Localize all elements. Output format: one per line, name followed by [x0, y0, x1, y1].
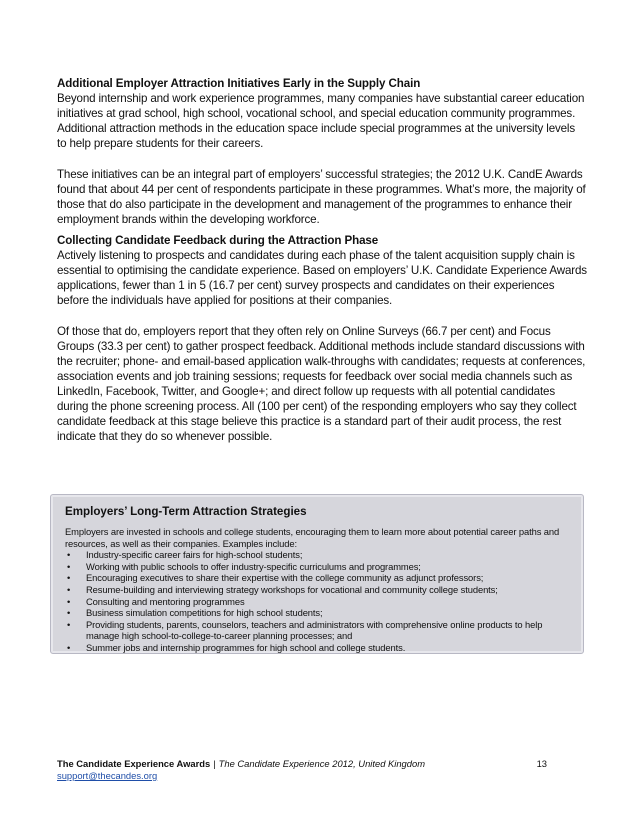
list-item-text: Business simulation competitions for high school students;: [86, 607, 323, 619]
bullet-icon: •: [67, 618, 71, 630]
bullet-icon: •: [67, 560, 71, 572]
bullet-icon: •: [67, 641, 71, 653]
section-heading-attraction-initiatives: Additional Employer Attraction Initiatives Early in the Supply Chain: [57, 77, 421, 90]
list-item-text: Working with public schools to offer industry-specific curriculums and programmes;: [86, 560, 421, 572]
paragraph: Beyond internship and work experience programmes, many companies have substantial career education initiatives at grad school, high school, vocational school, and special education community programmes. Additional attraction methods in the education space include special programmes at the university levels to help prepare students for their careers.: [57, 92, 585, 150]
list-item-text: Encouraging executives to share their expertise with the college community as adjunct professors;: [86, 572, 484, 584]
page-footer: [57, 758, 587, 782]
bullet-icon: •: [67, 583, 71, 595]
bullet-icon: •: [67, 607, 71, 619]
list-item-text: Consulting and mentoring programmes: [86, 595, 245, 607]
list-item: [65, 642, 573, 654]
bullet-icon: •: [67, 572, 71, 584]
footer-line: [57, 758, 587, 770]
list-item: [65, 607, 573, 619]
list-item: [65, 619, 573, 642]
callout-intro: Employers are invested in schools and college students, encouraging them to learn more about potential career paths and resources, as well as their companies. Examples include:: [65, 526, 560, 549]
bullet-icon: •: [67, 549, 71, 561]
list-item: [65, 549, 573, 561]
bullet-icon: •: [67, 595, 71, 607]
callout-content: [65, 504, 573, 654]
callout-list: [65, 549, 573, 653]
footer-email-link[interactable]: support@thecandes.org: [57, 770, 158, 781]
callout-box: [50, 494, 584, 654]
list-item: [65, 572, 573, 584]
list-item-text: Resume-building and interviewing strategy workshops for vocational and community college students;: [86, 583, 498, 595]
section-heading-candidate-feedback: Collecting Candidate Feedback during the Attraction Phase: [57, 234, 379, 247]
main-content: [57, 76, 587, 444]
list-item-text: Providing students, parents, counselors, teachers and administrators with comprehensive online products to help manage high school-to-college-to-career planning processes; and: [86, 618, 543, 642]
paragraph: Of those that do, employers report that they often rely on Online Surveys (66.7 per cent) and Focus Groups (33.3 per cent) to gather prospect feedback. Additional methods include standard discussions with the recruiter; phone- and email-based application walk-throughs with candidates; requests at conferences, association events and job training sessions; requests for feedback over social media channels such as LinkedIn, Facebook, Twitter, and Google+; and direct follow up requests with all potential candidates during the phone screening process. All (100 per cent) of the responding employers who say they collect candidate feedback at this stage believe this practice is a standard part of their audit process, the rest indicate that they do so whenever possible.: [57, 325, 586, 443]
callout-title: Employers’ Long-Term Attraction Strategies: [65, 505, 307, 518]
list-item-text: Summer jobs and internship programmes for high school and college students.: [86, 641, 406, 653]
list-item: [65, 596, 573, 608]
page-number: 13: [536, 758, 547, 769]
list-item: [65, 561, 573, 573]
footer-organization: The Candidate Experience Awards: [57, 758, 211, 769]
list-item-text: Industry-specific career fairs for high-school students;: [86, 549, 303, 561]
footer-report-title: The Candidate Experience 2012, United Kingdom: [218, 758, 426, 769]
footer-separator: |: [213, 758, 216, 769]
paragraph: These initiatives can be an integral part of employers’ successful strategies; the 2012 U.K. CandE Awards found that about 44 per cent of respondents participate in these programmes. What’s more, the majority of those that do also participate in the development and management of the programmes to enhance their employment brands within the developing workforce.: [57, 168, 586, 226]
list-item: [65, 584, 573, 596]
paragraph: Actively listening to prospects and candidates during each phase of the talent acquisition supply chain is essential to optimising the candidate experience. Based on employers’ U.K. Candidate Experience Awards applications, fewer than 1 in 5 (16.7 per cent) survey prospects and candidates on their experiences before the individuals have applied for positions at their companies.: [57, 249, 587, 307]
